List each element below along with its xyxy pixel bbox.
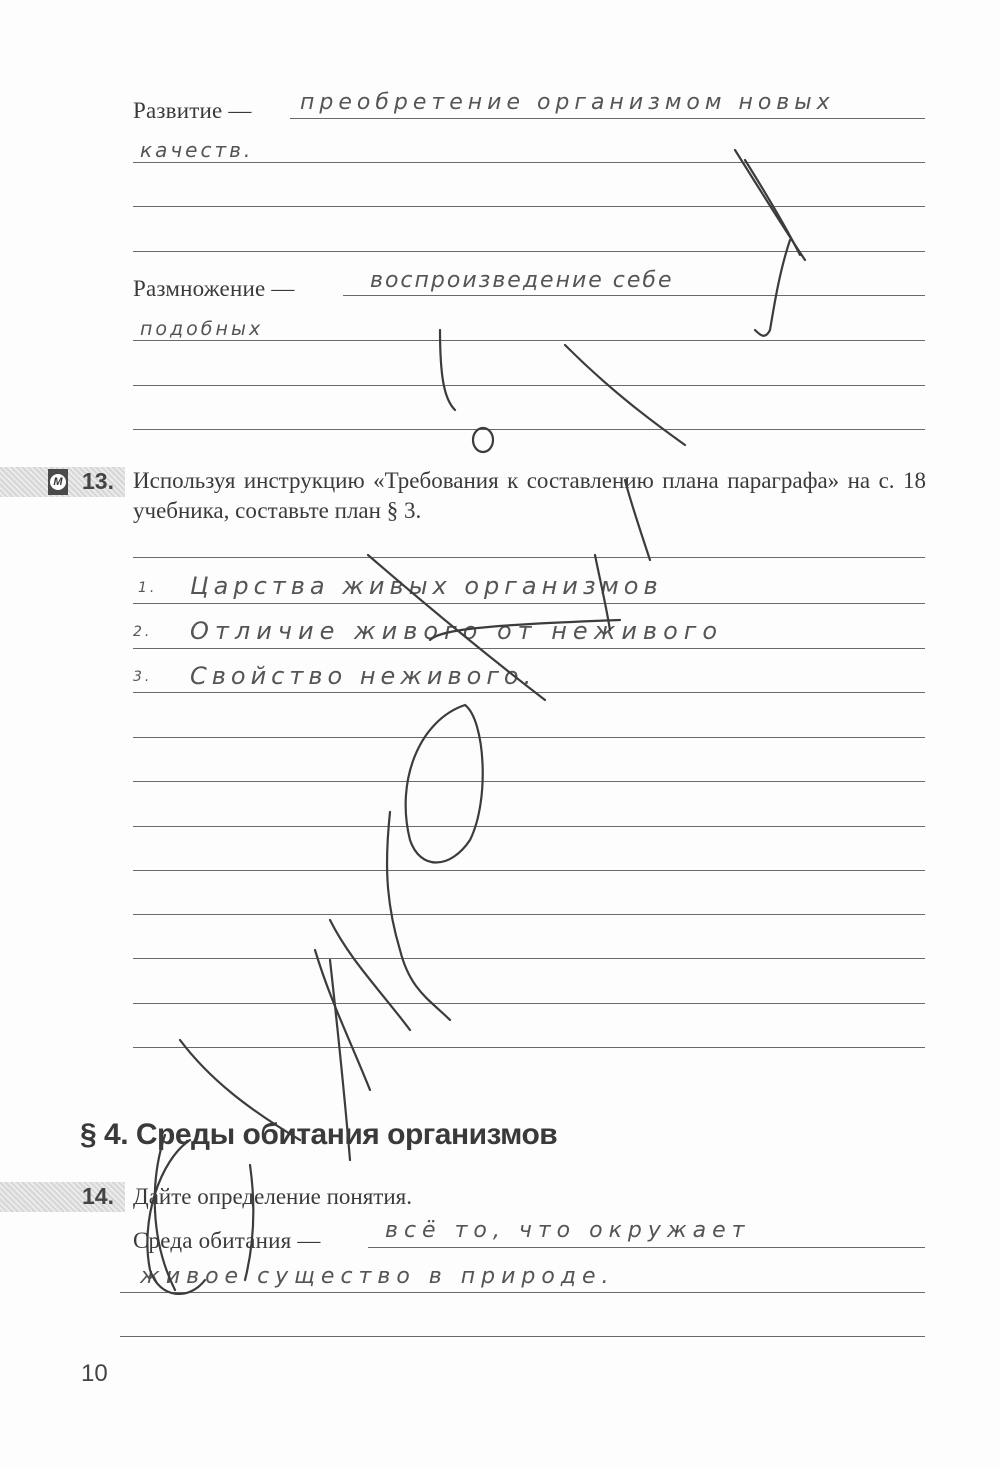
section-title: § 4. Среды обитания организмов	[80, 1118, 558, 1151]
page-number: 10	[81, 1360, 108, 1387]
definition-term-reproduction: Размножение —	[133, 276, 295, 301]
answer-line	[133, 870, 925, 871]
answer-line	[120, 1292, 925, 1293]
answer-line	[133, 826, 925, 827]
answer-line	[133, 692, 925, 693]
task-14-number: 14.	[82, 1183, 114, 1209]
plan-item-1: Царства живых организмов	[190, 572, 663, 600]
answer-line	[133, 1047, 925, 1048]
answer-line	[133, 251, 925, 252]
handwritten-answer-habitat-line2: живое существо в природе.	[140, 1264, 615, 1289]
definition-term-development: Развитие —	[133, 98, 252, 123]
answer-line	[133, 162, 925, 163]
plan-item-number: 3.	[133, 669, 153, 685]
answer-line	[290, 118, 925, 119]
answer-line	[133, 648, 925, 649]
answer-line	[133, 958, 925, 959]
method-badge-icon: М	[48, 469, 68, 495]
answer-line	[133, 340, 925, 341]
answer-line	[133, 429, 925, 430]
handwritten-answer-habitat-line1: всё то, что окружает	[385, 1218, 751, 1243]
plan-item-3: Свойство неживого.	[190, 662, 537, 690]
definition-term-habitat: Среда обитания —	[133, 1228, 321, 1253]
task-14-instruction: Дайте определение понятия.	[133, 1184, 412, 1209]
answer-line	[133, 914, 925, 915]
task-13-instruction: Используя инструкцию «Требования к составлению плана параграфа» на с. 18 учебника, составьте план § 3.	[133, 468, 926, 523]
answer-line	[133, 781, 925, 782]
answer-line	[133, 385, 925, 386]
answer-line	[368, 1247, 925, 1248]
plan-item-2: Отличие живого от неживого	[190, 617, 724, 645]
plan-item-number: 2.	[133, 624, 153, 640]
answer-line	[133, 1003, 925, 1004]
task-13-number: 13.	[82, 468, 114, 494]
handwritten-answer-reproduction-line2: подобных	[140, 318, 264, 340]
answer-line	[133, 557, 925, 558]
answer-line	[133, 603, 925, 604]
handwritten-answer-development-line2: качеств.	[140, 138, 254, 162]
answer-line	[133, 206, 925, 207]
answer-line	[120, 1336, 925, 1337]
plan-item-number: 1.	[138, 580, 158, 596]
handwritten-answer-reproduction-line1: воспроизведение себе	[370, 268, 674, 293]
answer-line	[343, 295, 925, 296]
handwritten-answer-development-line1: преобретение организмом новых	[300, 90, 835, 115]
answer-line	[133, 737, 925, 738]
